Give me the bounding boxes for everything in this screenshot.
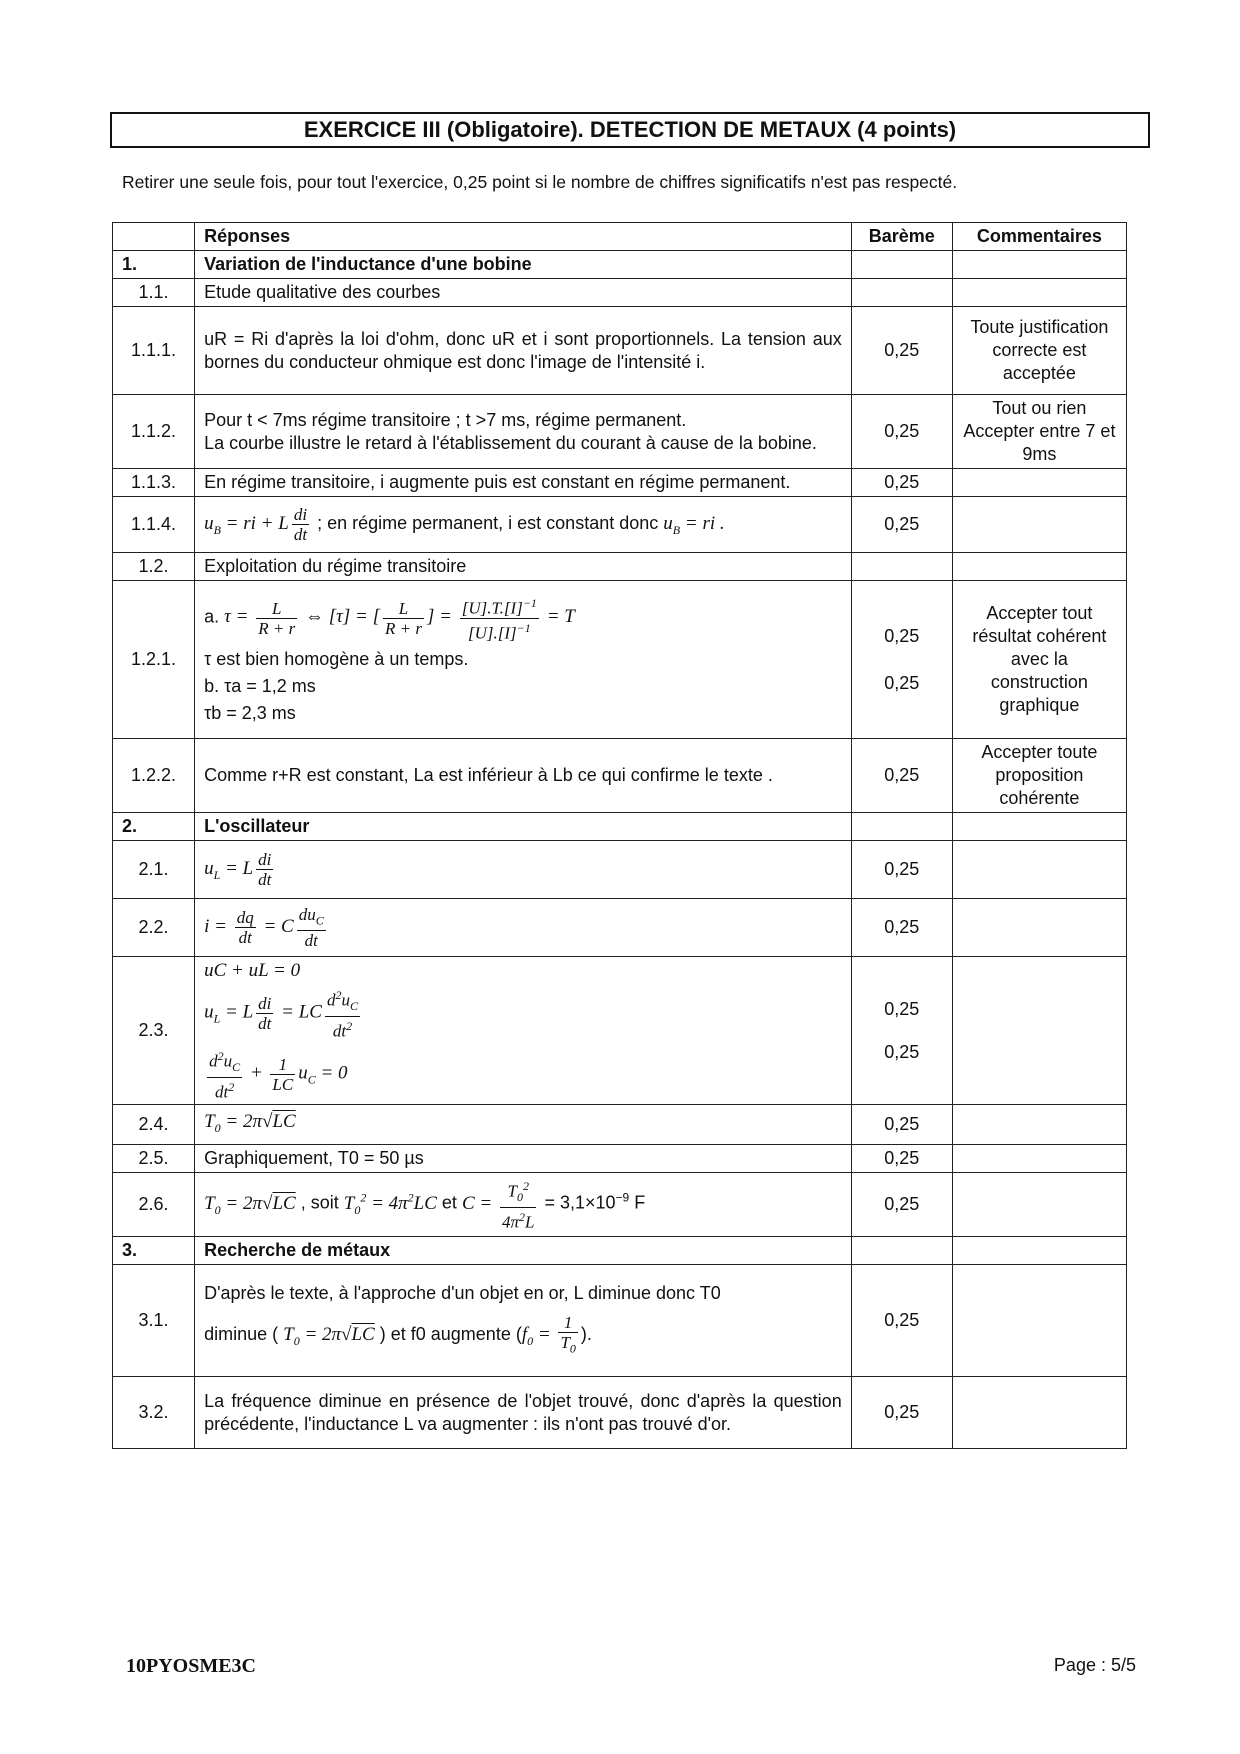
points: 0,25 xyxy=(851,497,952,553)
answer-line: diminue ( $T_0 = 2\pi√LC$ ) et f0 augmente ($f_0$ = $\frac{1}{T_0}$ ). xyxy=(204,1313,592,1356)
page-number: Page : 5/5 xyxy=(1053,1655,1136,1675)
table-row xyxy=(113,739,1127,813)
section-number: 2. xyxy=(113,813,195,841)
points: 0,25 xyxy=(851,1105,952,1145)
points: 0,25 xyxy=(851,395,952,469)
points: 0,25 0,25 xyxy=(851,581,952,739)
points: 0,25 xyxy=(851,739,952,813)
points: 0,25 xyxy=(851,841,952,899)
header-reponses: Réponses xyxy=(195,223,852,251)
points: 0,25 xyxy=(851,1145,952,1173)
subsection-title: Exploitation du régime transitoire xyxy=(195,553,852,581)
formula-ul: $u_L = L$ $\frac{di}{dt}$ = LC $\frac{d^2u_C}{dt^2}$ xyxy=(204,988,358,1041)
table-row xyxy=(113,307,1127,395)
section-title: L'oscillateur xyxy=(195,813,852,841)
points: 0,25 xyxy=(851,1377,952,1449)
document-code: 10PYOSME3C xyxy=(126,1655,256,1677)
answer-formula xyxy=(195,581,852,739)
answer-formula: $T_0 = 2\pi√LC$ , soit $T_0^2 = 4\pi^2LC$ et C = $\frac{T_0^2}{4\pi^2L}$ = $3,1\times 10^{-9}$ F xyxy=(195,1173,852,1237)
answer-line: Pour t < 7ms régime transitoire ; t >7 ms, régime permanent. xyxy=(204,409,687,430)
answer-text xyxy=(195,395,852,469)
answer-line: uC + uL = 0 xyxy=(204,960,301,982)
section-number: 3. xyxy=(113,1237,195,1265)
answer-line: D'après le texte, à l'approche d'un objet en or, L diminue donc T0 xyxy=(204,1283,721,1304)
table-row xyxy=(113,1145,1127,1173)
comment: Accepter tout résultat cohérent avec la construction graphique xyxy=(952,581,1126,739)
table-row xyxy=(113,553,1127,581)
comment: Accepter toute proposition cohérente xyxy=(952,739,1126,813)
answer-text: La fréquence diminue en présence de l'objet trouvé, donc d'après la question précédente, l'inductance L va augmenter : ils n'ont pas trouvé d'or. xyxy=(195,1377,852,1449)
header-commentaires: Commentaires xyxy=(952,223,1126,251)
answer-text: Comme r+R est constant, La est inférieur à Lb ce qui confirme le texte . xyxy=(195,739,852,813)
question-number: 1.1.2. xyxy=(113,395,195,469)
comment: Toute justification correcte est acceptée xyxy=(952,307,1126,395)
question-number: 2.2. xyxy=(113,899,195,957)
question-number: 3.1. xyxy=(113,1265,195,1377)
answer-text: uR = Ri d'après la loi d'ohm, donc uR et i sont proportionnels. La tension aux bornes du conducteur ohmique est donc l'image de l'intensité i. xyxy=(195,307,852,395)
table-row xyxy=(113,1105,1127,1145)
formula-diff-eq: $\frac{d^2u_C}{dt^2}$ + $\frac{1}{LC}$ $u_C = 0$ xyxy=(209,1049,348,1102)
points: 0,25 xyxy=(851,1173,952,1237)
section-title: Variation de l'inductance d'une bobine xyxy=(195,251,852,279)
question-number: 3.2. xyxy=(113,1377,195,1449)
question-number: 2.6. xyxy=(113,1173,195,1237)
points: 0,25 xyxy=(851,307,952,395)
table-row xyxy=(113,1173,1127,1237)
table-row xyxy=(113,899,1127,957)
section-title: Recherche de métaux xyxy=(195,1237,852,1265)
question-number: 2.4. xyxy=(113,1105,195,1145)
question-number: 1.1.4. xyxy=(113,497,195,553)
answer-text: Graphiquement, T0 = 50 µs xyxy=(195,1145,852,1173)
table-row xyxy=(113,497,1127,553)
points: 0,25 0,25 xyxy=(851,957,952,1105)
question-number: 1.1. xyxy=(113,279,195,307)
answer-line: b. τa = 1,2 ms xyxy=(204,676,316,697)
table-row xyxy=(113,1377,1127,1449)
points: 0,25 xyxy=(851,1265,952,1377)
question-number: 2.1. xyxy=(113,841,195,899)
section-row xyxy=(113,813,1127,841)
section-row xyxy=(113,251,1127,279)
answer-formula xyxy=(195,957,852,1105)
answer-line: La courbe illustre le retard à l'établissement du courant à cause de la bobine. xyxy=(204,432,817,453)
comment: Tout ou rien Accepter entre 7 et 9ms xyxy=(952,395,1126,469)
answer-formula: $u_L = L$ $\frac{di}{dt}$ xyxy=(195,841,852,899)
table-row xyxy=(113,841,1127,899)
table-row xyxy=(113,279,1127,307)
table-row xyxy=(113,1265,1127,1377)
question-number: 1.2. xyxy=(113,553,195,581)
formula-ub: $u_B$ = ri + L $\frac{di}{dt}$ xyxy=(204,505,308,544)
answer-formula xyxy=(195,497,852,553)
answer-text: ; en régime permanent, i est constant donc xyxy=(317,512,659,533)
answer-formula: $T_0 = 2\pi√LC$ xyxy=(195,1105,852,1145)
question-number: 1.1.1. xyxy=(113,307,195,395)
header-bareme: Barème xyxy=(851,223,952,251)
question-number: 2.3. xyxy=(113,957,195,1105)
scoring-note: Retirer une seule fois, pour tout l'exercice, 0,25 point si le nombre de chiffres significatifs n'est pas respecté. xyxy=(122,172,958,192)
header-num xyxy=(113,223,195,251)
exercise-title: EXERCICE III (Obligatoire). DETECTION DE METAUX (4 points) xyxy=(110,112,1150,148)
section-number: 1. xyxy=(113,251,195,279)
subsection-title: Etude qualitative des courbes xyxy=(195,279,852,307)
formula-ub-ri: $u_B$ = ri . xyxy=(663,512,725,537)
table-row xyxy=(113,469,1127,497)
table-header-row xyxy=(113,223,1127,251)
question-number: 1.2.1. xyxy=(113,581,195,739)
answer-formula: i = $\frac{dq}{dt}$ = C $\frac{du_C}{dt}$ xyxy=(195,899,852,957)
section-row xyxy=(113,1237,1127,1265)
formula-tau: a. τ = $\frac{L}{R + r}$ ⇔ [τ] = [ $\frac{L}{R + r}$ ] = $\frac{[U].T.[I]^{-1}}{[U].[I]^{-1}}$ = T xyxy=(204,595,575,643)
points: 0,25 xyxy=(851,899,952,957)
points: 0,25 xyxy=(851,469,952,497)
answer-line: τ est bien homogène à un temps. xyxy=(204,649,469,670)
question-number: 1.2.2. xyxy=(113,739,195,813)
table-row xyxy=(113,581,1127,739)
question-number: 1.1.3. xyxy=(113,469,195,497)
question-number: 2.5. xyxy=(113,1145,195,1173)
answer-line: τb = 2,3 ms xyxy=(204,703,296,724)
answer-formula xyxy=(195,1265,852,1377)
table-row xyxy=(113,395,1127,469)
answer-text: En régime transitoire, i augmente puis est constant en régime permanent. xyxy=(195,469,852,497)
table-row xyxy=(113,957,1127,1105)
grading-table xyxy=(112,222,1127,1449)
